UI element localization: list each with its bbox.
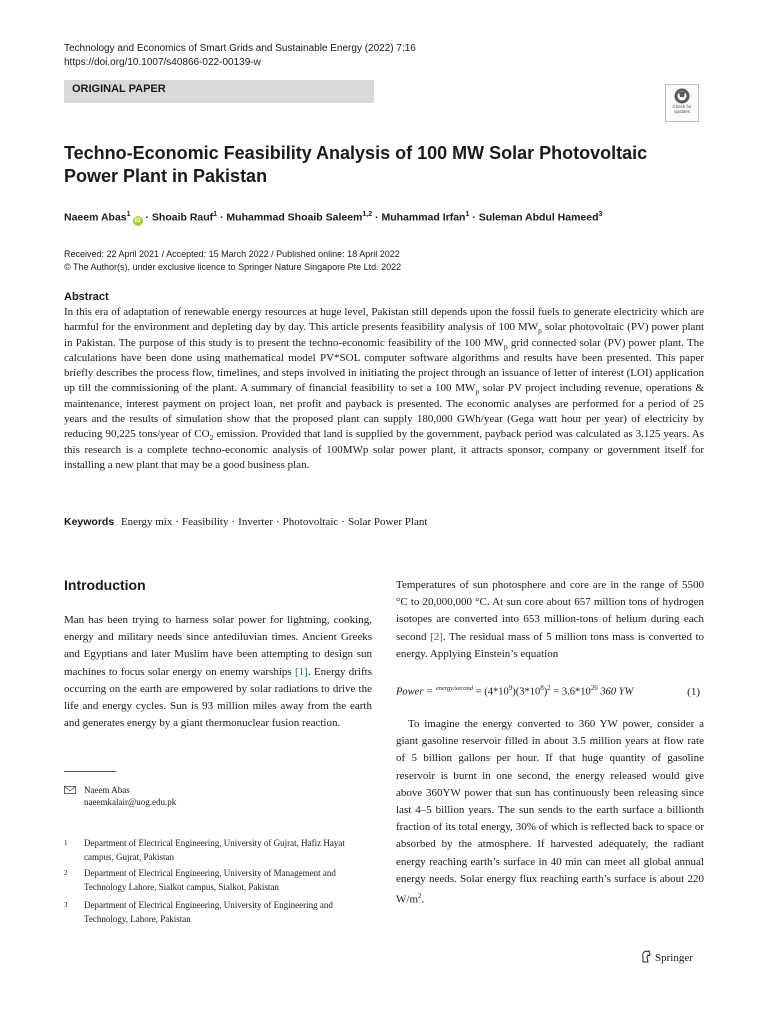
author-list: Naeem Abas$^1$iD · Shoaib Rauf$^1$ · Muhammad Shoaib Saleem$^{1,2}$ · Muhammad Irfan$^1$ · Suleman Abdul Hameed$^3$: [64, 211, 603, 224]
paragraph-text: To imagine the energy converted to 360 YW power, consider a giant gasoline reservoir filled in about 3.5 million years at flow rate of 5 billion gallons per hour. If that huge quantity of gasoline reservoir is burnt in one second, the energy released would give above 360YW power that sun has continuously been releasing since last 4–5 billion years. The sun sends to the earth surface a billionth fraction of its total energy, 30% of which is reflected back to space or absorbed by the atmosphere. If harvested adequately, the radiant energy reaching earth’s surface in 40 min can meet all global annual energy needs. Solar energy flux reaching earth’s surface is about 220 W/m: [396, 718, 704, 906]
envelope-icon: [64, 786, 76, 794]
intro-paragraph-1: [64, 612, 372, 732]
check-updates-line2: updates: [673, 109, 690, 114]
paragraph-text: Man has been trying to harness solar power for lightning, cooking, energy and military needs since antediluvian times. Ancient Greeks and Egyptians and later Muslim have been attempting to design sun machines to focus solar energy on enemy warships: [64, 614, 372, 678]
subscript: p: [503, 341, 508, 351]
abstract-text: emission. Provided that land is supplied by the government, payback period was calculated as 3.125 years. As this research is a complete techno-economic analysis of 100MWp solar power plant, it attracts sponsor, company or government itself for installing a new plant that may be a good business plan.: [64, 428, 705, 471]
intro-paragraph-3: [396, 716, 704, 909]
check-for-updates-button[interactable]: [665, 84, 699, 122]
superscript: 2: [418, 892, 422, 901]
keyword-item: Photovoltaic: [282, 516, 339, 528]
article-type-banner: [64, 80, 374, 103]
intro-paragraph-2: [396, 577, 704, 663]
correspondence: [64, 784, 364, 808]
author-affiliation: 3: [598, 211, 603, 218]
affiliation-text: Department of Electrical Engineering, University of Engineering and Technology, Lahore, Pakistan: [84, 900, 333, 924]
affiliation-text: Department of Electrical Engineering, University of Gujrat, Hafiz Hayat campus, Gujrat, Pakistan: [84, 838, 345, 862]
author-name[interactable]: Naeem Abas: [64, 211, 127, 224]
affiliation-text: Department of Electrical Engineering, University of Management and Technology Lahore, Sialkot campus, Sialkot, Pakistan: [84, 868, 336, 892]
abstract-text: solar photovoltaic (PV) power plant in Pakistan. The purpose of this study is to present the techno-economic feasibility of the 100 MW: [64, 321, 704, 349]
equation-part: = 3.6*10: [550, 686, 591, 698]
equation-part: 360 YW: [597, 686, 634, 698]
subscript: 2: [209, 433, 214, 443]
equation-exponent: 8: [540, 684, 544, 692]
affiliation-item: [64, 866, 374, 894]
journal-header: [64, 42, 416, 70]
author-affiliation: 1: [213, 211, 218, 218]
publisher-logo: [640, 950, 693, 964]
abstract-text: grid connected solar (PV) power plant. The calculations have been done using mathematical model PV*SOL computer software algorithms and results have been presented. This paper briefly describes the process flow, timelines, and steps involved in initiating the project through an issuance of letter of interest (LOI) application up till the commissioning of the plant. A summary of financial feasibility to set a 100 MW: [64, 336, 705, 395]
corresponding-email[interactable]: naeemkalair@uog.edu.pk: [84, 797, 177, 807]
equation-number: (1): [687, 686, 700, 698]
introduction-heading: Introduction: [64, 577, 146, 593]
affiliation-item: [64, 898, 374, 926]
equation-exponent: 9: [508, 684, 513, 692]
keyword-item: Solar Power Plant: [347, 516, 428, 528]
author-name[interactable]: Suleman Abdul Hameed: [478, 211, 599, 224]
equation-part: ): [543, 686, 548, 698]
affiliation-number: 3: [64, 901, 68, 909]
author-name[interactable]: Shoaib Rauf: [151, 211, 214, 224]
paragraph-text: .: [421, 893, 425, 906]
publication-dates: [64, 248, 401, 274]
doi-link[interactable]: https://doi.org/10.1007/s40866-022-00139-w: [64, 57, 261, 68]
keyword-item: Inverter: [238, 516, 273, 528]
publisher-name: Springer: [655, 952, 693, 964]
affiliation-number: 1: [64, 839, 68, 847]
date-line: Received: 22 April 2021 / Accepted: 15 March 2022 / Published online: 18 April 2022: [64, 249, 400, 259]
journal-citation: Technology and Economics of Smart Grids and Sustainable Energy (2022) 7:16: [64, 43, 416, 54]
keyword-item: Energy mix: [120, 516, 173, 528]
author-affiliation: 1: [465, 211, 470, 218]
footnote-divider: [64, 771, 116, 772]
keywords-label: Keywords: [64, 516, 115, 528]
paragraph-text: . The residual mass of 5 million tons mass is converted to energy. Applying Einstein’s equation: [396, 630, 705, 660]
abstract-text: solar PV project including revenue, operations & maintenance, interest payment on project loan, net profit and payback is presented. The economic analyses are performed for a period of 25 years and the results of simulation show that the proposed plant can supply 180,000 GWh/year (Gega watt hour per year) of electricity by reducing 90,225 tons/year of CO: [64, 382, 704, 441]
equation-part: = (4*10: [473, 686, 509, 698]
equation-exponent: 2: [547, 684, 551, 692]
author-affiliation: 1: [126, 211, 131, 218]
paper-title: Techno-Economic Feasibility Analysis of 100 MW Solar Photovoltaic Power Plant in Pakistan: [64, 143, 648, 186]
citation-link[interactable]: [2]: [430, 630, 443, 643]
subscript: p: [538, 326, 542, 336]
subscript: p: [475, 387, 480, 397]
equation-exponent: 26: [590, 684, 598, 692]
affiliation-item: [64, 836, 374, 864]
citation-link[interactable]: [1]: [295, 665, 308, 678]
copyright-icon: ©: [64, 262, 71, 272]
author-name[interactable]: Muhammad Irfan: [381, 211, 466, 224]
equation-fraction: energy/second: [435, 685, 474, 692]
paragraph-text: Temperatures of sun photosphere and core are in the range of 5500 °C to 20,000,000 °C. At sun core about 657 million tons of hydrogen isotopes are converted into 653 million-tons of helium during each second: [396, 579, 704, 643]
copyright-line: [64, 261, 401, 274]
copyright-text: The Author(s), under exclusive licence to Springer Nature Singapore Pte Ltd. 2022: [72, 262, 402, 272]
abstract-text: In this era of adaptation of renewable energy resources at huge level, Pakistan still depends upon the fossil fuels to generate electricity which are harmful for the environment and depleting day by day. This article presents feasibility analysis of 100 MW: [64, 306, 704, 334]
abstract-heading: Abstract: [64, 291, 109, 303]
article-type-label: ORIGINAL PAPER: [72, 83, 166, 95]
affiliation-number: 2: [64, 869, 68, 877]
abstract-body: [64, 305, 704, 473]
equation-part: )(3*10: [512, 686, 541, 698]
author-affiliation: 1,2: [362, 211, 373, 218]
keywords: Keywords Energy mix · Feasibility · Inverter · Photovoltaic · Solar Power Plant: [64, 516, 428, 528]
keyword-item: Feasibility: [182, 516, 229, 528]
author-name[interactable]: Muhammad Shoaib Saleem: [226, 211, 363, 224]
check-updates-line1: Check for: [672, 104, 692, 109]
springer-horse-icon: [640, 950, 652, 963]
corresponding-author: Naeem Abas: [84, 785, 130, 795]
equation-lhs: Power =: [396, 686, 436, 698]
equation-1: [396, 684, 704, 706]
paragraph-text: . Energy drifts occurring on the earth are empowered by solar radiations to drive the life and energy cycles. Sun is 93 million miles away from the earth and generates energy by a giant thermonuclear fusion reaction.: [64, 665, 372, 730]
check-updates-icon: [674, 88, 690, 104]
orcid-icon[interactable]: iD: [134, 217, 141, 224]
